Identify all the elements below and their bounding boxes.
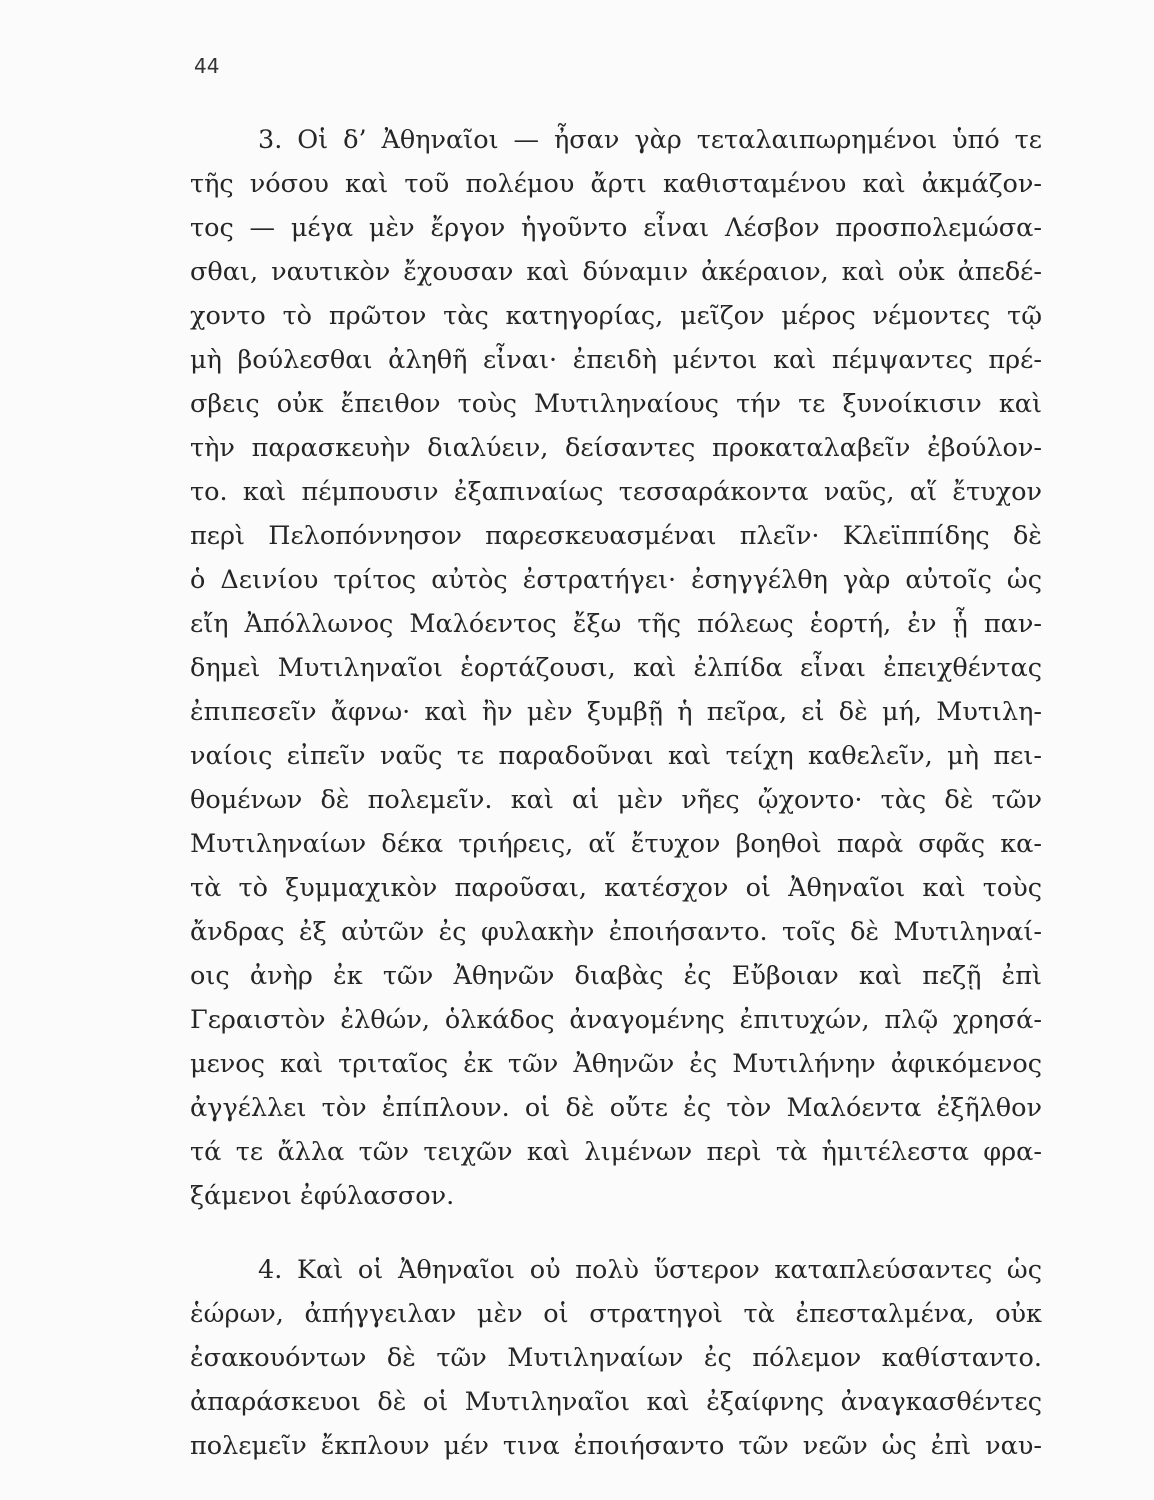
text-line: μενος καὶ τριταῖος ἐκ τῶν Ἀθηνῶν ἐς Μυτιλήνην ἀφικόμενος [190, 1049, 1042, 1079]
text-line: τος — μέγα μὲν ἔργον ἡγοῦντο εἶναι Λέσβον προσπολεμώσα- [190, 213, 1042, 243]
text-line: Γεραιστὸν ἐλθών, ὁλκάδος ἀναγομένης ἐπιτυχών, πλῷ χρησά- [190, 1005, 1042, 1035]
text-line: ἄνδρας ἐξ αὐτῶν ἐς φυλακὴν ἐποιήσαντο. τοῖς δὲ Μυτιληναί- [190, 917, 1042, 947]
text-line: οις ἀνὴρ ἐκ τῶν Ἀθηνῶν διαβὰς ἐς Εὔβοιαν καὶ πεζῇ ἐπὶ [190, 961, 1042, 991]
text-line: ἀπαράσκευοι δὲ οἱ Μυτιληναῖοι καὶ ἐξαίφνης ἀναγκασθέντες [190, 1387, 1042, 1417]
text-line: τὰ τὸ ξυμμαχικὸν παροῦσαι, κατέσχον οἱ Ἀθηναῖοι καὶ τοὺς [190, 873, 1042, 903]
text-line: ναίοις εἰπεῖν ναῦς τε παραδοῦναι καὶ τείχη καθελεῖν, μὴ πει- [190, 741, 1042, 771]
text-line: μὴ βούλεσθαι ἀληθῆ εἶναι· ἐπειδὴ μέντοι καὶ πέμψαντες πρέ- [190, 345, 1042, 375]
text-line: Μυτιληναίων δέκα τριήρεις, αἵ ἔτυχον βοηθοὶ παρὰ σφᾶς κα- [190, 829, 1042, 859]
text-line: περὶ Πελοπόννησον παρεσκευασμέναι πλεῖν· Κλεϊππίδης δὲ [190, 521, 1042, 551]
text-line: τά τε ἄλλα τῶν τειχῶν καὶ λιμένων περὶ τὰ ἡμιτέλεστα φρα- [190, 1137, 1042, 1167]
text-line: θομένων δὲ πολεμεῖν. καὶ αἱ μὲν νῆες ᾤχοντο· τὰς δὲ τῶν [190, 785, 1042, 815]
text-line: σβεις οὐκ ἔπειθον τοὺς Μυτιληναίους τήν τε ξυνοίκισιν καὶ [190, 389, 1042, 419]
text-line: πολεμεῖν ἔκπλουν μέν τινα ἐποιήσαντο τῶν νεῶν ὡς ἐπὶ ναυ- [190, 1431, 1042, 1461]
text-line: χοντο τὸ πρῶτον τὰς κατηγορίας, μεῖζον μέρος νέμοντες τῷ [190, 301, 1042, 331]
text-line: ἐπιπεσεῖν ἄφνω· καὶ ἢν μὲν ξυμβῇ ἡ πεῖρα, εἰ δὲ μή, Μυτιλη- [190, 697, 1042, 727]
text-line: ἐσακουόντων δὲ τῶν Μυτιληναίων ἐς πόλεμον καθίσταντο. [190, 1343, 1042, 1373]
text-line: τὴν παρασκευὴν διαλύειν, δείσαντες προκαταλαβεῖν ἐβούλον- [190, 433, 1042, 463]
text-line: ἀγγέλλει τὸν ἐπίπλουν. οἱ δὲ οὔτε ἐς τὸν Μαλόεντα ἐξῆλθον [190, 1093, 1042, 1123]
text-line: δημεὶ Μυτιληναῖοι ἑορτάζουσι, καὶ ἐλπίδα εἶναι ἐπειχθέντας [190, 653, 1042, 683]
text-line: 3. Οἱ δ’ Ἀθηναῖοι — ἦσαν γὰρ τεταλαιπωρημένοι ὑπό τε [258, 125, 1042, 155]
text-line: ξάμενοι ἐφύλασσον. [190, 1181, 455, 1211]
text-line: ὁ Δεινίου τρίτος αὐτὸς ἐστρατήγει· ἐσηγγέλθη γὰρ αὐτοῖς ὡς [190, 565, 1042, 595]
text-line: τῆς νόσου καὶ τοῦ πολέμου ἄρτι καθισταμένου καὶ ἀκμάζον- [190, 169, 1042, 199]
text-line: ἑώρων, ἀπήγγειλαν μὲν οἱ στρατηγοὶ τὰ ἐπεσταλμένα, οὐκ [190, 1299, 1042, 1329]
page-number: 44 [194, 54, 220, 78]
text-line: το. καὶ πέμπουσιν ἐξαπιναίως τεσσαράκοντα ναῦς, αἵ ἔτυχον [190, 477, 1042, 507]
text-line: σθαι, ναυτικὸν ἔχουσαν καὶ δύναμιν ἀκέραιον, καὶ οὐκ ἀπεδέ- [190, 257, 1042, 287]
text-line: 4. Καὶ οἱ Ἀθηναῖοι οὐ πολὺ ὕστερον καταπλεύσαντες ὡς [258, 1255, 1042, 1285]
text-line: εἴη Ἀπόλλωνος Μαλόεντος ἔξω τῆς πόλεως ἑορτή, ἐν ᾗ παν- [190, 609, 1042, 639]
